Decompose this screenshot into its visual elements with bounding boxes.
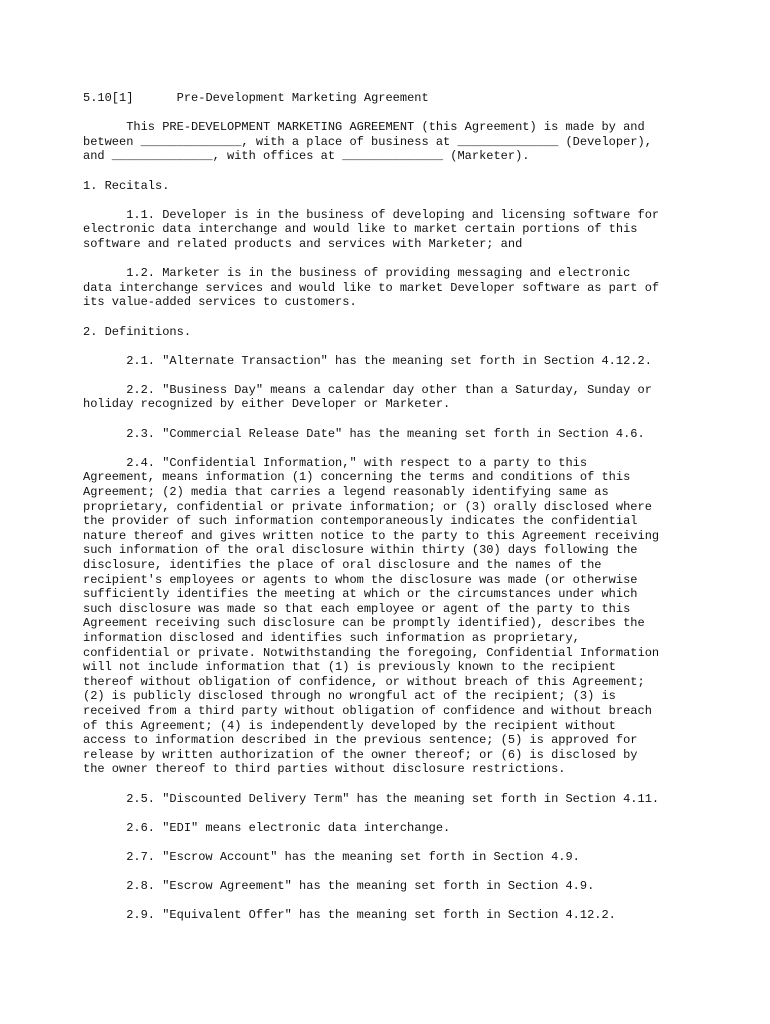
recital-1-2 [83,266,703,310]
text-line: (2) is publicly disclosed through no wrongful act of the recipient; (3) is [83,689,616,704]
text-line: nature thereof and gives written notice to the party to this Agreement receiving [83,528,660,543]
intro-paragraph [83,120,703,164]
text-line: 2.5. "Discounted Delivery Term" has the meaning set forth in Section 4.11. [83,791,660,806]
document-heading [83,91,703,106]
text-line: such information of the oral disclosure within thirty (30) days following the [83,543,638,558]
text-line: its value-added services to customers. [83,295,357,310]
text-line: Agreement receiving such disclosure can be promptly identified), describes the [83,616,645,631]
text-line: and ______________, with offices at ______________ (Marketer). [83,149,530,164]
text-line: thereof without obligation of confidence, or without breach of this Agreement; [83,674,645,689]
text-line: Agreement; (2) media that carries a legend reasonably identifying same as [83,485,609,500]
definition-2-4 [83,456,703,777]
text-line: the provider of such information contemporaneously indicates the confidential [83,514,638,529]
text-line: 2.1. "Alternate Transaction" has the meaning set forth in Section 4.12.2. [83,353,652,368]
text-line: sufficiently identifies the meeting at which or the circumstances under which [83,587,638,602]
text-line: 2.2. "Business Day" means a calendar day other than a Saturday, Sunday or [83,382,652,397]
text-line: of this Agreement; (4) is independently developed by the recipient without [83,718,616,733]
text-line: will not include information that (1) is previously known to the recipient [83,660,616,675]
definition-2-7 [83,850,703,865]
section-number: 5.10[1] [83,91,134,105]
text-line: electronic data interchange and would like to market certain portions of this [83,222,638,237]
document-title: Pre-Development Marketing Agreement [176,91,429,105]
recital-1-1 [83,208,703,252]
text-line: disclosure, identifies the place of oral disclosure and the names of the [83,558,602,572]
text-line: 2.9. "Equivalent Offer" has the meaning set forth in Section 4.12.2. [83,908,616,923]
text-line: Agreement, means information (1) concerning the terms and conditions of this [83,470,631,485]
document-page [83,91,703,937]
definitions-heading: 2. Definitions. [83,324,192,339]
definition-2-3 [83,427,703,442]
text-line: 2.3. "Commercial Release Date" has the meaning set forth in Section 4.6. [83,426,645,441]
text-line: such disclosure was made so that each employee or agent of the party to this [83,601,631,616]
definition-2-5 [83,792,703,807]
text-line: access to information described in the previous sentence; (5) is approved for [83,733,638,748]
recitals-heading: 1. Recitals. [83,178,170,193]
text-line: 1.2. Marketer is in the business of providing messaging and electronic [83,266,631,281]
text-line: recipient's employees or agents to whom the disclosure was made (or otherwise [83,572,638,587]
text-line: data interchange services and would like to market Developer software as part of [83,280,660,295]
text-line: 2.6. "EDI" means electronic data interchange. [83,820,451,835]
text-line: holiday recognized by either Developer or Marketer. [83,397,451,412]
definition-2-2 [83,383,703,412]
text-line: proprietary, confidential or private information; or (3) orally disclosed where [83,499,652,514]
definition-2-1 [83,354,703,369]
text-line: confidential or private. Notwithstanding the foregoing, Confidential Information [83,645,660,660]
text-line: software and related products and services with Marketer; and [83,236,523,251]
text-line: received from a third party without obligation of confidence and without breach [83,703,652,718]
text-line: 2.4. "Confidential Information," with respect to a party to this [83,455,588,470]
text-line: information disclosed and identifies such information as proprietary, [83,630,580,645]
definition-2-8 [83,879,703,894]
definition-2-6 [83,821,703,836]
definition-2-9 [83,908,703,923]
text-line: This PRE-DEVELOPMENT MARKETING AGREEMENT (this Agreement) is made by and [83,120,645,135]
text-line: 1.1. Developer is in the business of developing and licensing software for [83,207,660,222]
text-line: release by written authorization of the owner thereof; or (6) is disclosed by [83,747,638,762]
text-line: between ______________, with a place of business at ______________ (Developer), [83,134,652,149]
text-line: 2.7. "Escrow Account" has the meaning set forth in Section 4.9. [83,849,580,864]
text-line: 2.8. "Escrow Agreement" has the meaning set forth in Section 4.9. [83,879,595,894]
text-line: the owner thereof to third parties without disclosure restrictions. [83,762,566,777]
